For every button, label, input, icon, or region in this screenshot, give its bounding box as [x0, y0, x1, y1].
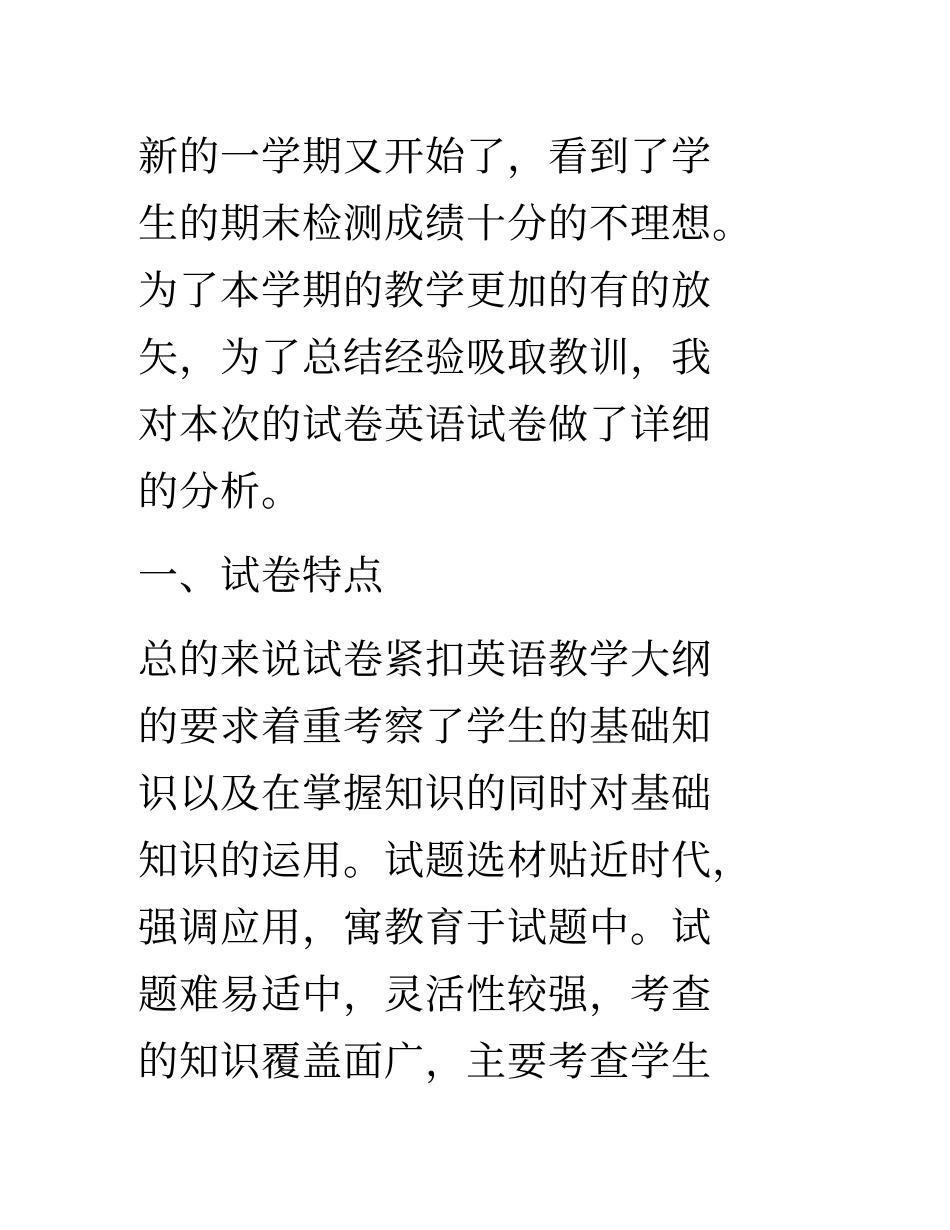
- paragraph-line: 知识的运用。试题选材贴近时代，: [138, 838, 753, 884]
- paragraph-line: 的分析。: [138, 469, 302, 515]
- section-heading-text: 一、试卷特点: [138, 553, 384, 599]
- paragraph-line: 的要求着重考察了学生的基础知: [138, 704, 712, 750]
- body-paragraph: [138, 627, 818, 1096]
- section-heading: [138, 543, 818, 610]
- paragraph-line: 强调应用，寓教育于试题中。试: [138, 905, 712, 951]
- paragraph-line: 矢，为了总结经验吸取教训，我: [138, 335, 712, 381]
- paragraph-line: 对本次的试卷英语试卷做了详细: [138, 402, 712, 448]
- paragraph-line: 识以及在掌握知识的同时对基础: [138, 771, 712, 817]
- document-page: [138, 124, 818, 1113]
- paragraph-line: 生的期末检测成绩十分的不理想。: [138, 201, 753, 247]
- paragraph-line: 新的一学期又开始了，看到了学: [138, 134, 712, 180]
- paragraph-line: 为了本学期的教学更加的有的放: [138, 268, 712, 314]
- intro-paragraph: [138, 124, 818, 526]
- paragraph-line: 题难易适中，灵活性较强，考查: [138, 972, 712, 1018]
- paragraph-line: 总的来说试卷紧扣英语教学大纲: [138, 637, 712, 683]
- paragraph-line: 的知识覆盖面广，主要考查学生: [138, 1039, 712, 1085]
